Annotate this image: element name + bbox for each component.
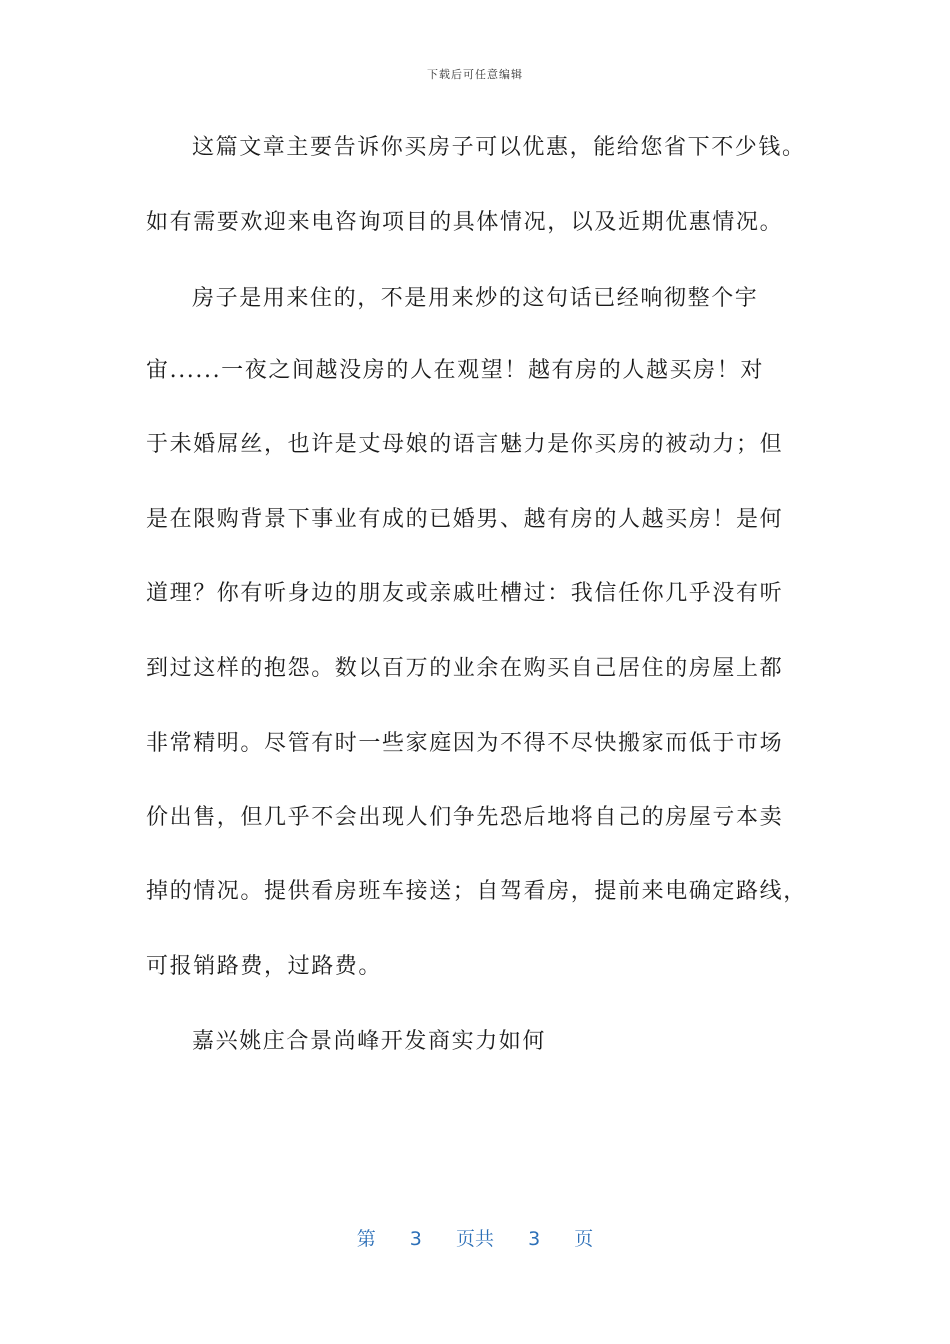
paragraph-line: 如有需要欢迎来电咨询项目的具体情况，以及近期优惠情况。 [146,210,784,235]
page-footer [0,1224,950,1251]
paragraph-line: 非常精明。尽管有时一些家庭因为不得不尽快搬家而低于市场 [146,731,784,756]
paragraph-line: 掉的情况。提供看房班车接送；自驾看房，提前来电确定路线， [146,879,807,904]
header-note: 下载后可任意编辑 [427,68,523,81]
paragraph-line: 这篇文章主要告诉你买房子可以优惠，能给您省下不少钱。 [192,135,806,160]
paragraph-line: 价出售，但几乎不会出现人们争先恐后地将自己的房屋亏本卖 [146,805,784,830]
footer-total-pages: 3 [528,1228,541,1250]
paragraph-line: 房子是用来住的，不是用来炒的这句话已经响彻整个宇 [192,286,759,311]
paragraph-line: 是在限购背景下事业有成的已婚男、越有房的人越买房！是何 [146,507,784,532]
footer-prefix: 第 [356,1228,376,1250]
section-heading: 嘉兴姚庄合景尚峰开发商实力如何 [192,1029,547,1054]
footer-suffix: 页 [574,1228,594,1250]
footer-current-page: 3 [409,1228,422,1250]
paragraph-line: 可报销路费，过路费。 [146,954,383,979]
footer-middle: 页共 [455,1228,494,1250]
paragraph-line: 到过这样的抱怨。数以百万的业余在购买自己居住的房屋上都 [146,656,784,681]
paragraph-line: 宙......一夜之间越没房的人在观望！越有房的人越买房！对 [146,358,764,383]
paragraph-line: 于未婚屌丝，也许是丈母娘的语言魅力是你买房的被动力；但 [146,432,784,457]
paragraph-line: 道理？你有听身边的朋友或亲戚吐槽过：我信任你几乎没有听 [146,581,784,606]
